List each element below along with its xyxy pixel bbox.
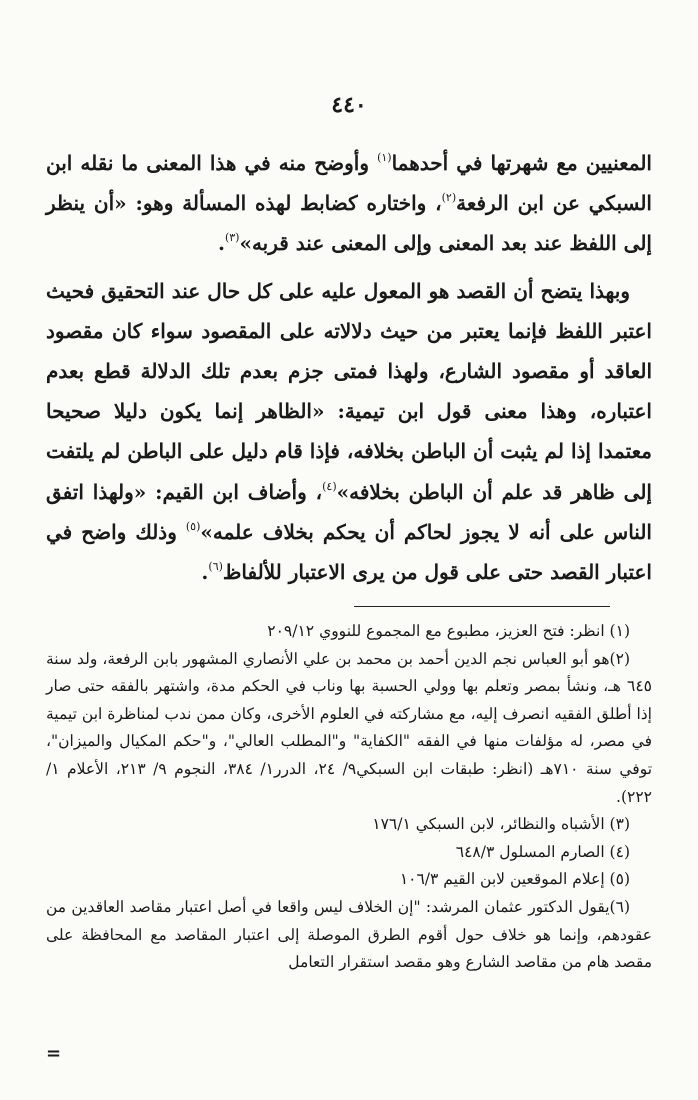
footnote-6: (٦)يقول الدكتور عثمان المرشد: "إن الخلاف ليس واقعا في أصل اعتبار مقاصد العاقدين من عقودهم، وإنما هو خلاف حول أقوم الطرق الموصلة إلى اعتبار المقاصد مع المحافظة على مقصد هام من مقاصد الشارع وهو مقصد استقرار التعامل <box>46 897 652 972</box>
text-run: . <box>201 560 209 585</box>
footnote-separator <box>354 606 610 607</box>
paragraph-1 <box>46 143 652 264</box>
text-run: وبهذا يتضح أن القصد هو المعول عليه على كل حال عند التحقيق فحيث اعتبر اللفظ فإنما يعتبر من حيث دلالاته على المقصود سواء كان مقصود العاقد أو مقصود الشارع، ولهذا فمتى جزم بعدم تلك الدلالة قطع بعدم اعتباره، وهذا معنى قول ابن تيمية: «الظاهر إنما يكون دليلا صحيحا معتمدا إذا لم يثبت أن الباطن بخلافه، فإذا قام دليل على الباطن لم يلتفت إلى ظاهر قد علم أن الباطن بخلافه» <box>46 278 652 504</box>
page-number: ٤٤٠ <box>331 92 367 118</box>
footnote-3: (٣) الأشباه والنظائر، لابن السبكي ١٧٦/١ <box>372 815 630 834</box>
text-run: . <box>217 231 225 256</box>
footnote-5: (٥) إعلام الموقعين لابن القيم ١٠٦/٣ <box>399 870 630 889</box>
footnotes <box>46 618 652 977</box>
paragraph-2 <box>46 271 652 593</box>
text-run: ، وأضاف ابن القيم: «ولهذا اتفق الناس على أنه لا يجوز لحاكم أن يحكم بخلاف علمه» <box>46 479 652 544</box>
footnote-ref-5: (٥) <box>185 519 201 533</box>
footnote-ref-4: (٤) <box>322 479 337 493</box>
footnote-ref-3: (٣) <box>224 231 240 245</box>
footnote-1: (١) انظر: فتح العزيز، مطبوع مع المجموع للنووي ٢٠٩/١٢ <box>267 622 630 640</box>
footnote-ref-6: (٦) <box>208 560 223 574</box>
footnote-4: (٤) الصارم المسلول ٦٤٨/٣ <box>455 842 630 861</box>
text-run: وأوضح منه في هذا المعنى ما نقله ابن السبكي عن ابن الرفعة <box>46 151 652 216</box>
continuation-mark: = <box>46 1043 62 1064</box>
footnote-ref-1: (١) <box>377 151 392 164</box>
footnote-2: (٢)هو أبو العباس نجم الدين أحمد بن محمد بن علي الأنصاري المشهور بابن الرفعة، ولد سنة ٦٤٥ هـ، ونشأ بمصر وتعلم بها وولي الحسبة بها وناب في الحكم مدة، واشتهر بالفقه حتى صار إذا أطلق الفقيه انصرف إليه، مع مشاركته في العلوم الأخرى، وكان ممن ندب لمناظرة ابن تيمية في مصر، له مؤلفات منها في الفقه "الكفاية" و"المطلب العالي"، و"حكم المكيال والميزان"، توفي سنة ٧١٠هـ (انظر: طبقات ابن السبكي٩/ ٢٤، الدرر١/ ٣٨٤، النجوم ٩/ ٢١٣، الأعلام ١/ ٢٢٢). <box>46 649 653 806</box>
text-run: المعنيين مع شهرتها في أحدهما <box>391 151 652 175</box>
text-run: وذلك واضح في اعتبار القصد حتى على قول من يرى الاعتبار للألفاظ <box>46 519 652 585</box>
main-text <box>46 143 652 592</box>
text-run: ، واختاره كضابط لهذه المسألة وهو: «أن ينظر إلى اللفظ عند بعد المعنى وإلى المعنى عند قربه» <box>46 191 652 256</box>
footnote-ref-2: (٢) <box>441 191 457 205</box>
